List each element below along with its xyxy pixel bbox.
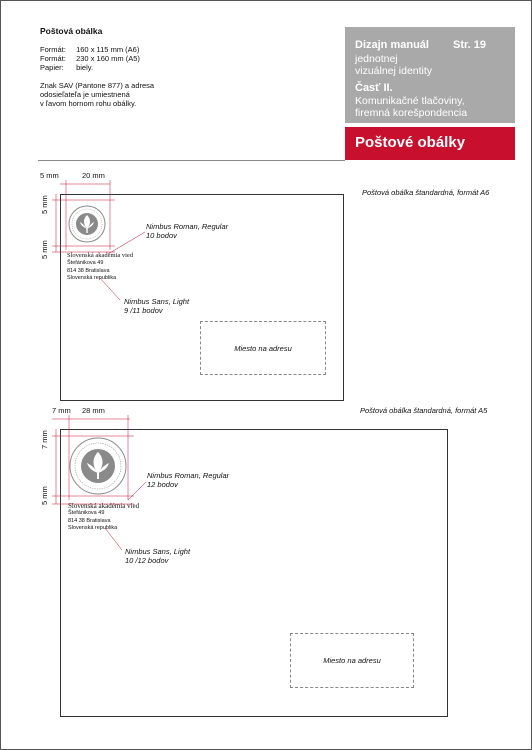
address-label: Miesto na adresu xyxy=(323,656,381,665)
sender-line: Slovenská republika xyxy=(68,525,118,531)
caption-a6: Poštová obálka štandardná, formát A6 xyxy=(362,188,490,197)
caption-a5: Poštová obálka štandardná, formát A5 xyxy=(360,406,488,415)
sender-line: 814 38 Bratislava xyxy=(68,517,111,524)
dim-width-a6: 20 mm xyxy=(82,171,105,180)
sender-line: Slovenská republika xyxy=(67,275,117,281)
font-note-line: Nimbus Sans, Light xyxy=(125,547,191,556)
dim-gap-a6: 5 mm xyxy=(40,240,49,259)
font-note-line: Nimbus Roman, Regular xyxy=(146,222,229,231)
font-note-line: Nimbus Sans, Light xyxy=(124,297,190,306)
address-label: Miesto na adresu xyxy=(234,343,292,353)
spec-note-line: odosieľateľa je umiestnená xyxy=(40,90,130,99)
font-note-1-a5 xyxy=(147,471,229,489)
spec-key: Formát: xyxy=(40,54,66,63)
spec-key: Formát: xyxy=(40,45,66,54)
spec-value: biely. xyxy=(76,63,94,72)
sender-block-a5 xyxy=(68,502,139,533)
dim-top-a6: 5 mm xyxy=(40,195,49,214)
spec-note-line: Znak SAV (Pantone 877) a adresa xyxy=(40,81,155,90)
font-note-line: 9 /11 bodov xyxy=(124,306,163,315)
font-note-line: 10 /12 bodov xyxy=(125,556,169,565)
sender-name: Slovenská akadémia vied xyxy=(67,252,134,259)
manual-subtitle-line: vizuálnej identity xyxy=(355,65,433,77)
spec-title: Poštová obálka xyxy=(40,26,103,36)
dim-width-a5: 28 mm xyxy=(82,406,105,415)
sender-line: Štefánikova 49 xyxy=(68,510,105,516)
font-note-line: 12 bodov xyxy=(147,480,178,489)
page-number: Str. 19 xyxy=(453,39,487,51)
part-subtitle-line: Komunikačné tlačoviny, xyxy=(355,95,465,107)
manual-title: Dizajn manuál xyxy=(355,39,429,51)
manual-subtitle-line: jednotnej xyxy=(355,53,398,65)
sender-line: Štefánikova 49 xyxy=(67,260,104,266)
font-note-line: Nimbus Roman, Regular xyxy=(147,471,230,480)
spec-note-line: v ľavom hornom rohu obálky. xyxy=(40,99,137,108)
dim-top-a5: 7 mm xyxy=(40,430,49,449)
spec-value: 230 x 160 mm (A5) xyxy=(76,54,140,63)
dim-gap-a5: 5 mm xyxy=(40,486,49,505)
part-subtitle-line: firemná korešpondencia xyxy=(355,107,468,119)
spec-value: 160 x 115 mm (A6) xyxy=(76,45,140,54)
part-title: Časť II. xyxy=(355,82,393,94)
sender-line: 814 38 Bratislava xyxy=(67,267,110,274)
sender-name: Slovenská akadémia vied xyxy=(68,502,140,510)
sav-logo-icon xyxy=(70,438,126,494)
section-title: Poštové obálky xyxy=(355,134,466,151)
dim-left-a6: 5 mm xyxy=(40,171,59,180)
font-note-line: 10 bodov xyxy=(146,231,177,240)
dim-left-a5: 7 mm xyxy=(52,406,71,415)
font-note-2-a5 xyxy=(125,547,190,565)
spec-key: Papier: xyxy=(40,63,64,72)
